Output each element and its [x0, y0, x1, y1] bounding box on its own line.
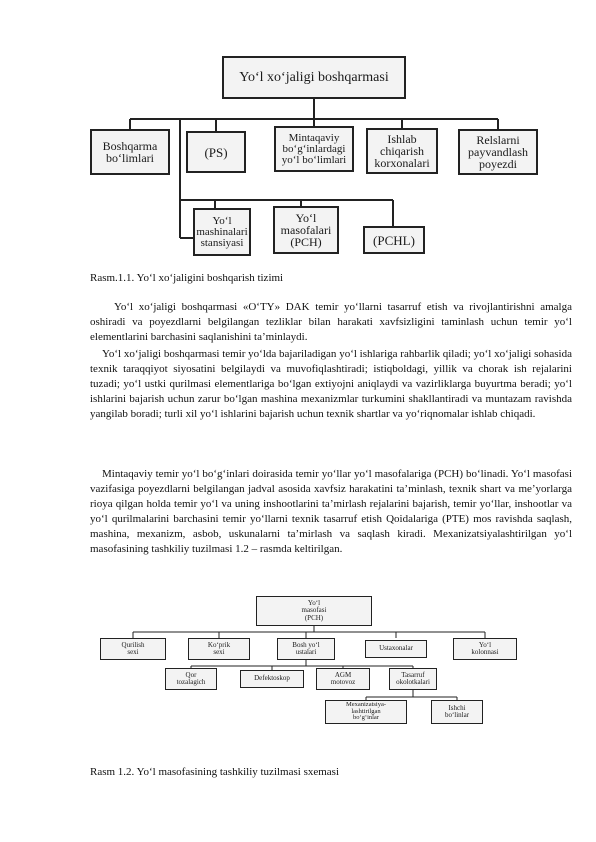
figure-caption-1: Rasm.1.1. Yo‘l xo‘jaligini boshqarish tizimi — [90, 272, 284, 284]
chart2-node-agm-motovoz: AGM motovoz — [316, 668, 370, 690]
paragraph-1: Yo‘l xo‘jaligi boshqarmasi «O‘TY» DAK temir yo‘llarni tasarruf etish va rivojlantirishni amalga oshiradi va poyezdlarni belgilangan tezliklar bilan harakati xavfsizligini taminlash uchun temir yo‘l elementlarini barchasini saqlanishini ta’minlaydi. — [90, 301, 572, 344]
chart1-node-mashinalari: Yo‘l mashinalari stansiyasi — [193, 208, 251, 256]
chart2-root: Yo‘l masofasi (PCH) — [256, 596, 372, 626]
chart1-node-relslarni: Relslarni payvandlash poyezdi — [458, 129, 538, 175]
chart1-node-masofalari: Yo‘l masofalari (PCH) — [273, 206, 339, 254]
figure-caption-2: Rasm 1.2. Yo‘l masofasining tashkiliy tuzilmasi sxemasi — [90, 766, 340, 778]
chart1-root: Yo‘l xo‘jaligi boshqarmasi — [222, 56, 406, 99]
chart2-node-qurilish-sexi: Qurilish sexi — [100, 638, 166, 660]
chart1-node-mintaqaviy: Mintaqaviy bo‘g‘inlardagi yo‘l bo‘limlari — [274, 126, 354, 172]
chart2-node-yol-kolonnasi: Yo‘l kolonnasi — [453, 638, 517, 660]
chart2-node-bosh-yol-ustalari: Bosh yo‘l ustalari — [277, 638, 335, 660]
chart2-node-tasarruf-okolotkalari: Tasarruf okolotkalari — [389, 668, 437, 690]
chart2-node-ustaxonalar: Ustaxonalar — [365, 640, 427, 658]
chart2-node-mexanizatsiyalashtirilgan: Mexanizatsiya- lashtirilgan bo‘g‘inlar — [325, 700, 407, 724]
chart2-node-koprik-sexi: Ko‘prik sexi — [188, 638, 250, 660]
chart2-node-ishchi-bolinlar: Ishchi bo‘linlar — [431, 700, 483, 724]
chart1-node-boshqarma-bolimlari: Boshqarma bo‘limlari — [90, 129, 170, 175]
chart1-node-ps: (PS) — [186, 131, 246, 173]
chart2-node-defektoskop: Defektoskop — [240, 670, 304, 688]
paragraph-3: Mintaqaviy temir yo‘l bo‘g‘inlari doirasida temir yo‘llar yo‘l masofalariga (PCH) bo‘linadi. Yo‘l masofasi vazifasiga poyezdlarni belgilangan jadval asosida xavfsiz harakatini ta’minlash, texnik shart va me’yorlarga rioya qilgan holda temir yo‘l va uning inshootlarini ta’mirlash rejalarini bajarish, temir yo‘llar, inshootlar va yo‘l qurilmalarini barchasini temir yo‘llarni texnik tasarruf etish Qoidalariga (PTE) mos ravishda saqlash, mashina, mexanizm, asbob, uskunalarni ta’mirlash va saqlash kiradi. Mexanizatsiyalashtirilgan yo‘l masofasining tashkiliy tuzilmasi 1.2 – rasmda keltirilgan. — [90, 468, 572, 556]
chart1-node-ishlab-chiqarish: Ishlab chiqarish korxonalari — [366, 128, 438, 174]
paragraph-2: Yo‘l xo‘jaligi boshqarmasi temir yo‘lda bajariladigan yo‘l ishlariga rahbarlik qiladi; yo‘l xo‘jaligi sohasida texnik taraqqiyot siyosatini belgilaydi va muvofiqlashtiradi; istiqboldagi, yillik va chorak ish rejalarini tuzadi; yo‘l ustki qurilmasi elementlariga bo‘lgan extiyojni aniqlaydi va vazirliklarga buyurtma beradi; yo‘l ishlarini bajarish uchun zarur bo‘lgan mashina mexanizmlar turkumini shakllantiradi va muntazam ravishda yangilab boradi; turli xil yo‘l ishlarini bajarish uchun texnik shartlar va yo‘riqnomalar ishlab chiqadi. — [90, 348, 572, 421]
chart2-node-qor-tozalagich: Qor tozalagich — [165, 668, 217, 690]
chart1-node-pchl: (PCHL) — [363, 226, 425, 254]
